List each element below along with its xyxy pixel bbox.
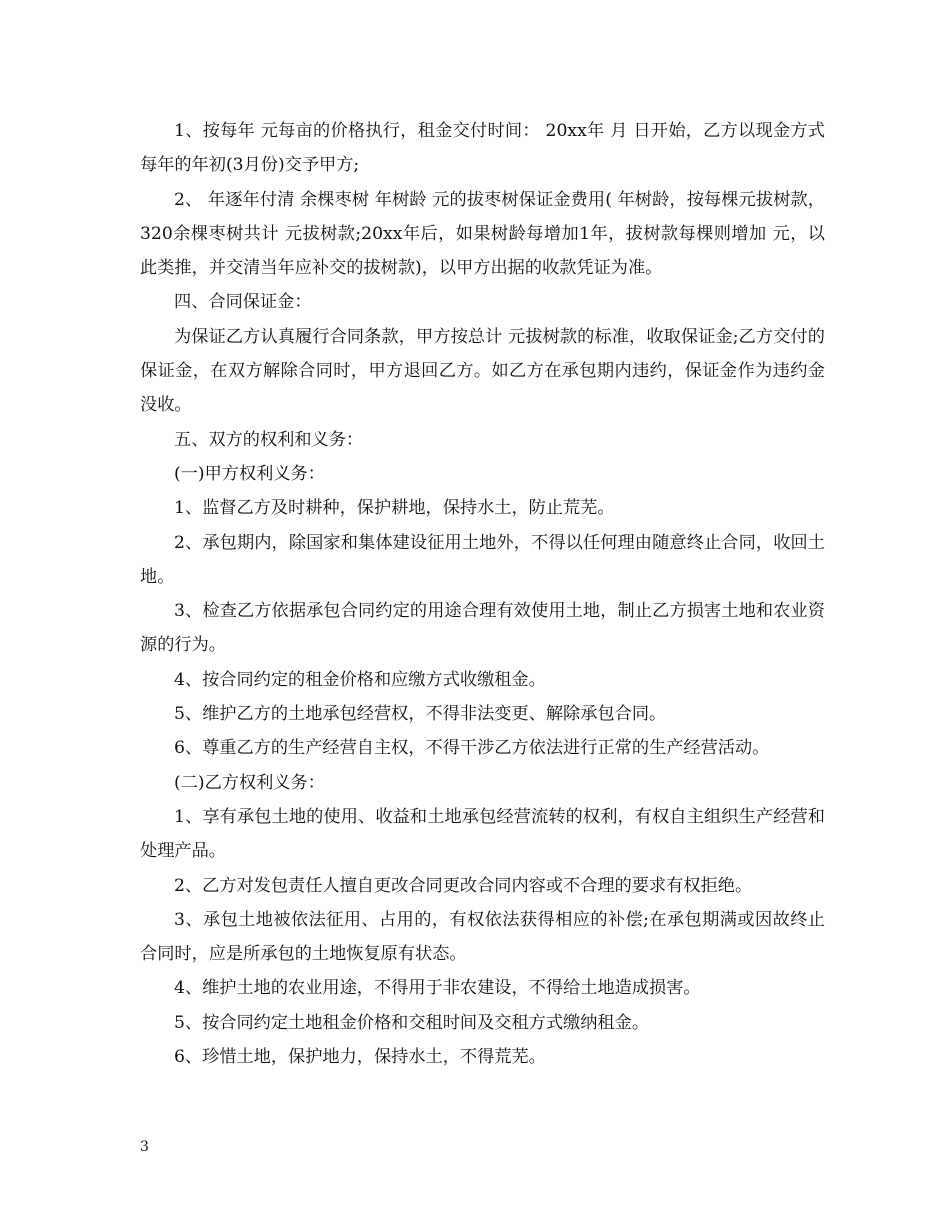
paragraph-deposit-terms: 为保证乙方认真履行合同条款，甲方按总计 元拔树款的标准，收取保证金;乙方交付的保证金，在双方解除合同时，甲方退回乙方。如乙方在承包期内违约，保证金作为违约金没收。 bbox=[140, 326, 825, 416]
document-body bbox=[140, 114, 825, 1074]
paragraph-tree-deposit: 2、 年逐年付清 余棵枣树 年树龄 元的拔枣树保证金费用( 年树龄，按每棵元拔树款，320余棵枣树共计 元拔树款;20xx年后，如果树龄每增加1年，拔树款每棵则增加 元，以此类推，并交清当年应补交的拔树款)，以甲方出据的收款凭证为准。 bbox=[140, 189, 825, 279]
party-a-item-4: 4、按合同约定的租金价格和应缴方式收缴租金。 bbox=[174, 669, 546, 690]
party-b-item-4: 4、维护土地的农业用途，不得用于非农建设，不得给土地造成损害。 bbox=[174, 978, 701, 999]
party-b-item-6: 6、珍惜土地，保护地力，保持水土，不得荒芜。 bbox=[174, 1047, 546, 1068]
party-b-item-2: 2、乙方对发包责任人擅自更改合同更改合同内容或不合理的要求有权拒绝。 bbox=[174, 875, 753, 896]
party-a-item-3: 3、检查乙方依据承包合同约定的用途合理有效使用土地，制止乙方损害土地和农业资源的行为。 bbox=[140, 601, 825, 656]
paragraph-rent-price: 1、按每年 元每亩的价格执行，租金交付时间： 20xx年 月 日开始，乙方以现金方式每年的年初(3月份)交予甲方; bbox=[140, 121, 825, 176]
party-b-item-3: 3、承包土地被依法征用、占用的，有权依法获得相应的补偿;在承包期满或因故终止合同时，应是所承包的土地恢复原有状态。 bbox=[140, 909, 825, 965]
party-a-item-6: 6、尊重乙方的生产经营自主权，不得干涉乙方依法进行正常的生产经营活动。 bbox=[174, 738, 770, 759]
page-number: 3 bbox=[140, 1139, 149, 1155]
party-a-item-5: 5、维护乙方的土地承包经营权，不得非法变更、解除承包合同。 bbox=[174, 704, 667, 725]
subheading-party-b: (二)乙方权利义务： bbox=[174, 772, 325, 793]
party-a-item-2: 2、承包期内，除国家和集体建设征用土地外，不得以任何理由随意终止合同，收回土地。 bbox=[140, 532, 825, 587]
party-b-item-5: 5、按合同约定土地租金价格和交租时间及交租方式缴纳租金。 bbox=[174, 1012, 650, 1033]
section-heading-rights: 五、双方的权利和义务： bbox=[174, 429, 364, 450]
party-b-item-1: 1、享有承包土地的使用、收益和土地承包经营流转的权利，有权自主组织生产经营和处理产品。 bbox=[140, 806, 825, 862]
section-heading-deposit: 四、合同保证金： bbox=[174, 292, 312, 313]
party-a-item-1: 1、监督乙方及时耕种，保护耕地，保持水土，防止荒芜。 bbox=[174, 498, 615, 519]
subheading-party-a: (一)甲方权利义务： bbox=[174, 463, 325, 484]
